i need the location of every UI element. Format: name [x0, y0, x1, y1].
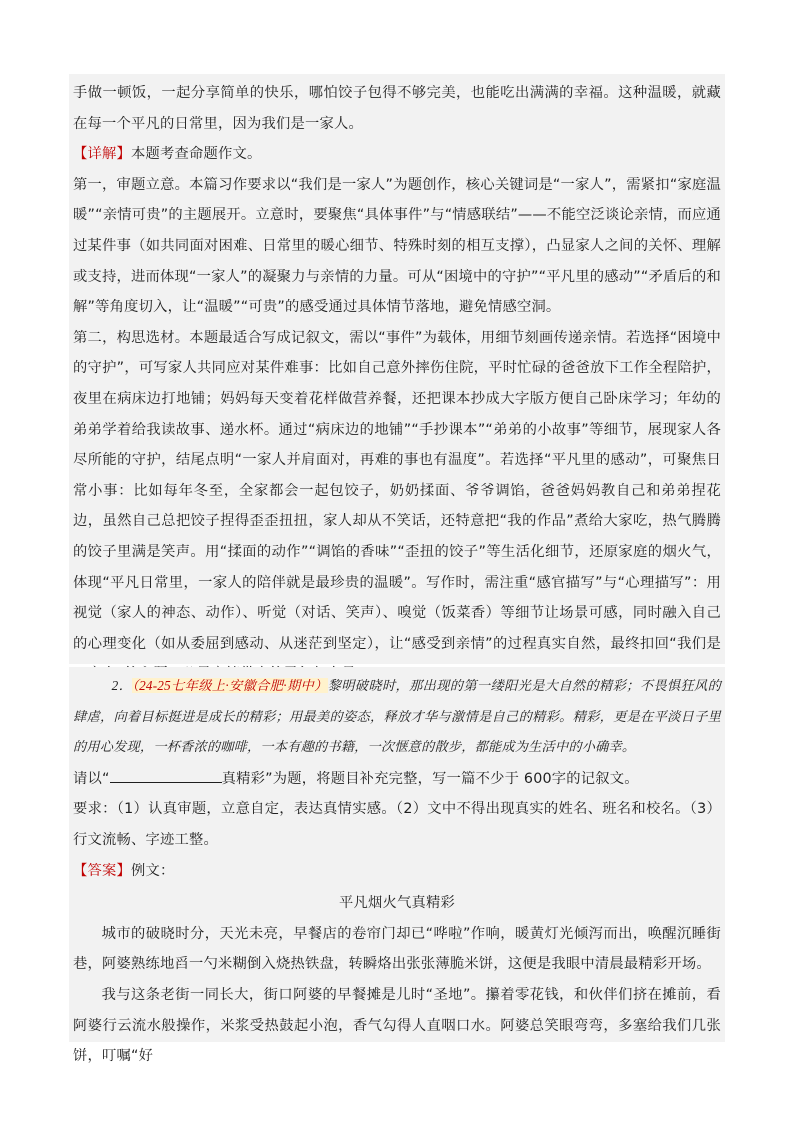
essay-continuation: 手做一顿饭，一起分享简单的快乐，哪怕饺子包得不够完美，也能吃出满满的幸福。这种温暖，就藏在每一个平凡的日常里，因为我们是一家人。 — [73, 85, 721, 132]
question-source-badge: （24-25七年级上·安徽合肥·期中） — [132, 678, 328, 693]
answer-heading — [73, 856, 721, 887]
prompt-prefix: 请以“ — [73, 770, 110, 787]
prompt-suffix: 真精彩”为题，将题目补充完整，写一篇不少于 600字的记叙文。 — [221, 770, 639, 787]
detail-text: 本题考查命题作文。 — [131, 146, 262, 163]
essay-paragraph-1: 城市的破晓时分，天光未亮，早餐店的卷帘门却已“哗啦”作响，暖黄灯光倾泻而出，唤醒沉睡街巷，阿婆熟练地舀一勺米糊倒入烧热铁盘，转瞬烙出张张薄脆米饼，这便是我眼中清晨最精彩开场。 — [73, 925, 721, 973]
analysis-paragraph-2: 第二，构思选材。本题最适合写成记叙文，需以“事件”为载体，用细节刻画传递亲情。若选择“困境中的守护”，可写家人共同应对某件难事：比如自己意外摔伤住院，平时忙碌的爸爸放下工作全程陪护，夜里在病床边打地铺；妈妈每天变着花样做营养餐，还把课本抄成大字版方便自己卧床学习；年幼的弟弟学着给我读故事、递水杯。通过“病床边的地铺”“手抄课本”“弟弟的小故事”等细节，展现家人各尽所能的守护，结尾点明“一家人并肩面对，再难的事也有温度”。若选择“平凡里的感动”，可聚焦日常小事：比如每年冬至，全家都会一起包饺子，奶奶揉面、爷爷调馅，爸爸妈妈教自己和弟弟捏花边，虽然自己总把饺子捏得歪歪扭扭，家人却从不笑话，还特意把“我的作品”煮给大家吃，热气腾腾的饺子里满是笑声。用“揉面的动作”“调馅的香味”“歪扭的饺子”等生活化细节，还原家庭的烟火气，体现“平凡日常里，一家人的陪伴就是最珍贵的温暖”。写作时，需注重“感官描写”与“心理描写”：用视觉（家人的神态、动作）、听觉（对话、笑声）、嗅觉（饭菜香）等细节让场景可感，同时融入自己的心理变化（如从委屈到感动、从迷茫到坚定），让“感受到亲情”的过程真实自然，最终扣回“我们是 — [73, 329, 721, 652]
answer-tag: 【答案】 — [73, 862, 131, 879]
answer-text: 例文： — [131, 862, 175, 879]
question-stem — [73, 671, 721, 764]
question-quote: 黎明破晓时，那出现的第一缕阳光是大自然的精彩；不畏惧狂风的肆虐，向着目标挺进是成长的精彩；用最美的姿态，释放才华与激情是自己的精彩。精彩，更是在平淡日子里的用心发现，一杯香浓的咖啡，一本有趣的书籍，一次惬意的散步，都能成为生活中的小确幸。 — [73, 679, 721, 756]
detail-tag: 【详解】 — [73, 146, 131, 163]
analysis-paragraph-1: 第一，审题立意。本篇习作要求以“我们是一家人”为题创作，核心关键词是“一家人”，需紧扣“家庭温暖”“亲情可贵”的主题展开。立意时，要聚焦“具体事件”与“情感联结”——不能空泛谈论亲情，而应通过某件事（如共同面对困难、日常里的暖心细节、特殊时刻的相互支撑），凸显家人之间的关怀、理解或支持，进而体现“一家人”的凝聚力与亲情的力量。可从“困境中的守护”“平凡里的感动”“矛盾后的和解”等角度切入，让“温暖”“可贵”的感受通过具体情节落地，避免情感空洞。 — [73, 176, 721, 316]
essay-title: 平凡烟火气真精彩 — [339, 895, 455, 912]
question-prompt — [73, 764, 721, 795]
detail-heading — [73, 139, 721, 170]
question-2-block — [69, 667, 725, 1065]
title-blank — [110, 770, 222, 783]
answer-explanation-block — [69, 74, 725, 664]
question-number: 2． — [111, 678, 133, 693]
requirements: 要求：（1）认真审题，立意自定，表达真情实感。（2）文中不得出现真实的姓名、班名和校名。（3）行文流畅、字迹工整。 — [73, 801, 721, 848]
essay-paragraph-2: 我与这条老街一同长大，街口阿婆的早餐摊是儿时“圣地”。攥着零花钱，和伙伴们挤在摊前，看阿婆行云流水般操作，米浆受热鼓起小泡，香气勾得人直咽口水。阿婆总笑眼弯弯，多塞给我们几张饼，叮嘱“好 — [73, 986, 721, 1065]
